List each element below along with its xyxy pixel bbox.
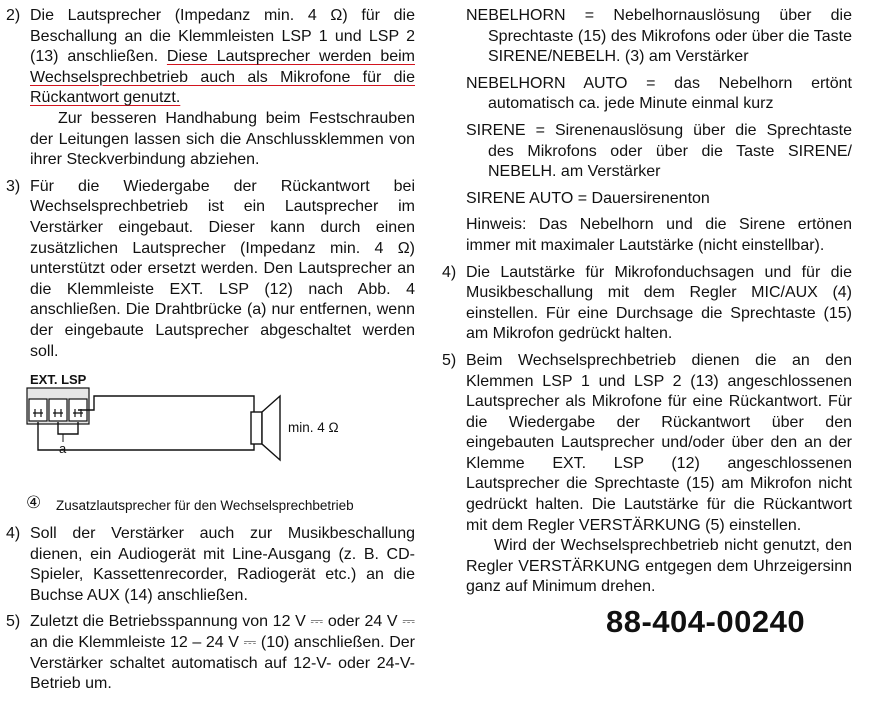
list-item-4-right	[442, 263, 852, 345]
terminal-label: EXT. LSP	[30, 372, 87, 388]
item-text: Soll der Verstärker auch zur Musikbeschallung dienen, ein Audiogerät mit Line-Ausgang (z. B. CD-Spieler, Kassettenrecorder, Radiogerät etc.) an die Buchse AUX (14) anschließen.	[30, 525, 415, 604]
wire-bottom	[38, 422, 262, 450]
item-number: 2)	[6, 7, 21, 24]
list-item-5	[6, 612, 415, 694]
underlined-note: Diese Lautsprecher werden beim Wechselsprechbetrieb auch als Mikrofone für die Rückantwort genutzt.	[30, 48, 415, 107]
item-text: Zuletzt die Betriebsspannung von 12 V ⎓ oder 24 V ⎓ an die Klemmleiste 12 – 24 V ⎓ (10) anschließen. Der Verstärker schaltet automatisch auf 12-V- oder 24-V-Betrieb um.	[30, 613, 415, 693]
item-number: 4)	[6, 525, 21, 543]
terminal-1	[29, 399, 47, 421]
definition-sirene: SIRENE = Sirenenauslösung über die Sprechtaste des Mikrofons oder über die Taste SIRENE/ NEBELH. am Verstärker	[466, 121, 852, 181]
item-text	[30, 6, 415, 109]
speaker-label: min. 4 Ω	[288, 420, 339, 436]
wiring-diagram	[6, 372, 415, 490]
item-paragraph: Zur besseren Handhabung beim Festschrauben der Leitungen lassen sich die Anschlussklemmen von ihrer Steckverbindung abziehen.	[30, 109, 415, 169]
terminal-2	[49, 399, 67, 421]
list-item-5-right	[442, 351, 852, 598]
note-hinweis: Hinweis: Das Nebelhorn und die Sirene ertönen immer mit maximaler Lautstärke (nicht einstellbar).	[466, 216, 852, 254]
item-text-part: Die Lautsprecher (Impedanz min. 4 Ω) für die Beschallung an die Klemmleisten LSP 1 und LSP 2 (13) anschließen.	[30, 7, 415, 66]
item-text: Beim Wechselsprechbetrieb dienen die an den Klemmen LSP 1 und LSP 2 (13) angeschlossenen Lautsprecher als Mikrofone für eine Rückantwort. Für die Wiedergabe der Rückantwort über den eingebauten Lautsprecher und/oder über den an der Klemme EXT. LSP (12) angeschlossenen Lautsprecher die Sprechtaste (15) am Mikrofon nicht gedrückt halten. Die Lautstärke für die Rückantwort mit dem Regler VERSTÄRKUNG (5) einstellen.	[466, 351, 852, 534]
item-number: 4)	[442, 263, 457, 281]
caption-text: Zusatzlautsprecher für den Wechselsprechbetrieb	[56, 498, 354, 514]
diagram-graphic	[6, 372, 415, 490]
item-text: Die Lautstärke für Mikrofonduchsagen und für die Musikbeschallung mit dem Regler MIC/AUX (4) einstellen. Für eine Durchsage die Sprechtaste (15) am Mikrofon gedrückt halten.	[466, 263, 852, 343]
speaker-magnet	[251, 412, 262, 444]
document-number: 88-404-00240	[606, 604, 806, 639]
item-paragraph: Wird der Wechselsprechbetrieb nicht genutzt, den Regler VERSTÄRKUNG entgegen dem Uhrzeigersinn ganz auf Minimum drehen.	[466, 537, 852, 596]
speaker-cone	[262, 396, 280, 460]
wire-top	[78, 396, 262, 420]
item-text: Für die Wiedergabe der Rückantwort bei Wechselsprechbetrieb ist ein Lautsprecher im Verstärker eingebaut. Dieser kann durch einen zusätzlichen Lautsprecher (Impedanz min. 4 Ω) unterstützt oder ersetzt werden. Den Lautsprecher an die Klemmleiste EXT. LSP (12) nach Abb. 4 anschließen. Die Drahtbrücke (a) nur entfernen, wenn der eingebaute Lautsprecher abgeschaltet werden soll.	[30, 177, 415, 360]
definition-nebelhorn-auto: NEBELHORN AUTO = das Nebelhorn ertönt automatisch ca. jede Minute einmal kurz	[466, 74, 852, 113]
figure-number: ④	[26, 493, 42, 513]
list-item-4	[6, 524, 415, 606]
item-number: 5)	[6, 613, 21, 631]
definition-nebelhorn: NEBELHORN = Nebelhornauslösung über die Sprechtaste (15) des Mikrofons oder über die Taste SIRENE/NEBELH. (3) am Verstärker	[466, 7, 852, 66]
bridge-label: a	[59, 441, 67, 457]
left-column	[6, 6, 415, 701]
figure-caption	[6, 494, 415, 514]
right-column	[442, 6, 852, 604]
item-number: 5)	[442, 351, 457, 369]
item-number: 3)	[6, 177, 21, 195]
list-item-2	[6, 6, 415, 171]
list-item-3	[6, 177, 415, 362]
definition-sirene-auto: SIRENE AUTO = Dauersirenenton	[466, 189, 710, 207]
